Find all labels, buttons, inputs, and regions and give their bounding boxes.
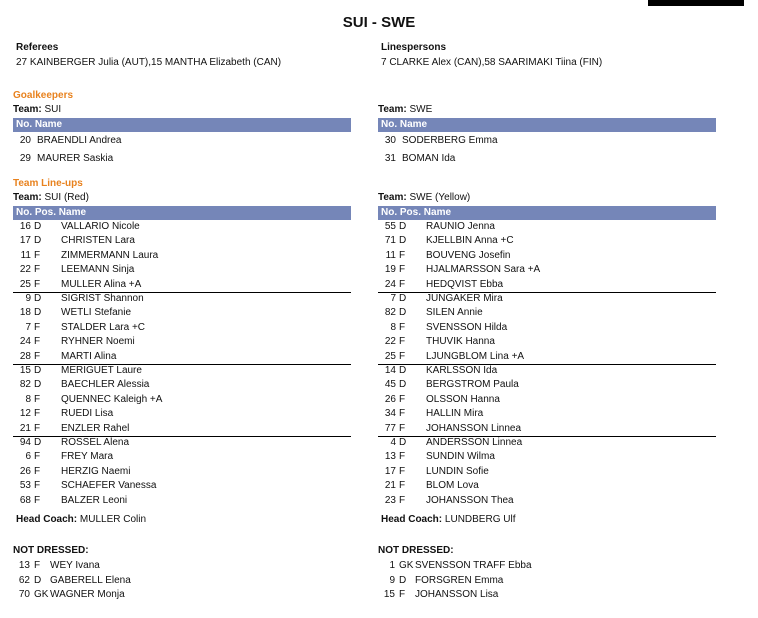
player-number: 77 xyxy=(384,422,396,434)
lineup-row xyxy=(378,234,716,248)
player-name: WAGNER Monja xyxy=(50,589,125,600)
head-coach-right-label: Head Coach: xyxy=(381,514,443,525)
player-number: 30 xyxy=(384,135,396,146)
lineup-row xyxy=(378,350,716,364)
lineup-row xyxy=(378,465,716,479)
player-name: JUNGAKER Mira xyxy=(426,293,503,304)
player-name: ANDERSSON Linnea xyxy=(426,437,523,448)
player-name: JOHANSSON Thea xyxy=(426,494,514,506)
player-name: VALLARIO Nicole xyxy=(61,221,140,232)
lineup-row xyxy=(378,378,716,392)
lineup-row xyxy=(378,450,716,464)
player-name: OLSSON Hanna xyxy=(426,393,500,405)
player-name: FORSGREN Emma xyxy=(415,574,504,586)
player-name: RYHNER Noemi xyxy=(61,336,135,348)
lineup-row xyxy=(13,249,351,263)
player-name: BOMAN Ida xyxy=(402,153,456,164)
player-name: BAECHLER Alessia xyxy=(61,379,150,391)
player-position: F xyxy=(34,494,41,506)
player-number: 20 xyxy=(19,135,31,146)
player-number: 13 xyxy=(384,451,396,463)
player-number: 25 xyxy=(384,350,396,362)
player-position: D xyxy=(399,437,407,448)
player-position: F xyxy=(399,264,406,276)
player-number: 12 xyxy=(19,408,31,420)
player-number: 21 xyxy=(19,422,31,434)
not-dressed-left-heading: NOT DRESSED: xyxy=(13,545,89,556)
player-position: F xyxy=(399,480,406,492)
player-name: RUEDI Lisa xyxy=(61,408,114,420)
player-number: 26 xyxy=(19,465,31,477)
player-position: F xyxy=(34,350,41,362)
player-number: 7 xyxy=(390,293,396,304)
player-number: 11 xyxy=(20,249,31,261)
player-number: 70 xyxy=(18,589,30,600)
player-name: BERGSTROM Paula xyxy=(426,379,519,391)
player-name: JOHANSSON Lisa xyxy=(415,589,499,600)
gk-row xyxy=(13,134,343,148)
player-position: F xyxy=(399,393,406,405)
player-position: D xyxy=(399,221,407,232)
player-number: 29 xyxy=(19,153,31,164)
player-position: F xyxy=(399,350,406,362)
not-dressed-right-heading: NOT DRESSED: xyxy=(378,545,454,556)
player-position: F xyxy=(34,393,41,405)
player-number: 28 xyxy=(19,350,31,362)
player-name: BOUVENG Josefin xyxy=(426,249,511,261)
lineup-left-col-header: No. Pos. Name xyxy=(13,206,351,220)
lineup-row xyxy=(13,350,351,364)
player-name: MERIGUET Laure xyxy=(61,365,142,376)
player-position: D xyxy=(34,437,42,448)
player-position: F xyxy=(34,336,41,348)
lineup-row xyxy=(13,335,351,349)
player-name: CHRISTEN Lara xyxy=(61,235,135,247)
player-name: THUVIK Hanna xyxy=(426,336,495,348)
player-name: HERZIG Naemi xyxy=(61,465,131,477)
gk-right-team-text: SWE xyxy=(409,104,433,115)
lineup-row xyxy=(378,494,716,508)
player-position: D xyxy=(34,221,42,232)
player-position: F xyxy=(34,264,41,276)
player-number: 22 xyxy=(19,264,31,276)
linespersons-label: Linespersons xyxy=(381,42,447,53)
not-dressed-row xyxy=(367,559,705,573)
player-name: MARTI Alina xyxy=(61,350,117,362)
player-number: 53 xyxy=(19,480,31,492)
player-position: F xyxy=(399,422,406,434)
head-coach-left xyxy=(16,514,146,525)
page-title: SUI - SWE xyxy=(342,14,416,31)
player-name: WEY Ivana xyxy=(50,560,100,571)
player-number: 24 xyxy=(384,278,396,290)
player-number: 82 xyxy=(384,307,396,319)
player-name: LUNDIN Sofie xyxy=(426,465,489,477)
player-name: ROSSEL Alena xyxy=(61,437,130,448)
referees-label: Referees xyxy=(16,42,59,53)
gk-left-team-text: SUI xyxy=(44,104,62,115)
player-number: 13 xyxy=(18,560,30,571)
player-position: D xyxy=(34,307,42,319)
player-name: GABERELL Elena xyxy=(50,574,131,586)
player-name: ZIMMERMANN Laura xyxy=(61,249,159,261)
lineup-row xyxy=(378,422,716,436)
player-number: 55 xyxy=(384,221,396,232)
player-name: SIGRIST Shannon xyxy=(61,293,144,304)
player-number: 8 xyxy=(390,321,396,333)
player-position: F xyxy=(399,589,406,600)
player-position: D xyxy=(399,307,407,319)
player-position: F xyxy=(34,560,41,571)
player-position: F xyxy=(399,494,406,506)
lineup-right-team: Team: SWE (Yellow) xyxy=(378,192,471,203)
player-position: D xyxy=(34,379,42,391)
lineup-row xyxy=(378,364,716,378)
player-name: BLOM Lova xyxy=(426,480,479,492)
player-position: D xyxy=(34,365,42,376)
player-name: QUENNEC Kaleigh +A xyxy=(61,393,163,405)
player-number: 15 xyxy=(383,589,395,600)
player-name: STALDER Lara +C xyxy=(61,321,146,333)
player-position: F xyxy=(399,249,406,261)
player-position: F xyxy=(34,278,41,290)
player-position: D xyxy=(399,379,407,391)
not-dressed-row xyxy=(367,588,705,602)
player-position: GK xyxy=(34,589,49,600)
player-position: F xyxy=(399,321,406,333)
player-position: D xyxy=(399,235,407,247)
lineup-left-team: Team: SUI (Red) xyxy=(13,192,89,203)
linespersons-value: 7 CLARKE Alex (CAN),58 SAARIMAKI Tiina (FIN) xyxy=(381,57,603,68)
lineup-row xyxy=(13,422,351,436)
player-name: SVENSSON Hilda xyxy=(426,321,508,333)
head-coach-left-label: Head Coach: xyxy=(16,514,78,525)
lineup-row xyxy=(13,321,351,335)
player-name: SUNDIN Wilma xyxy=(426,451,495,463)
lineup-row xyxy=(378,278,716,292)
player-position: F xyxy=(399,278,406,290)
player-name: HEDQVIST Ebba xyxy=(426,278,504,290)
player-number: 94 xyxy=(19,437,31,448)
player-position: F xyxy=(399,408,406,420)
player-number: 21 xyxy=(384,480,396,492)
player-name: WETLI Stefanie xyxy=(61,307,132,319)
lineup-row xyxy=(378,393,716,407)
gk-left-team: Team: SUI xyxy=(13,104,62,115)
head-coach-right xyxy=(381,514,515,525)
player-position: D xyxy=(399,574,407,586)
player-number: 25 xyxy=(19,278,31,290)
lineup-row xyxy=(378,306,716,320)
lineup-row xyxy=(13,479,351,493)
not-dressed-row xyxy=(367,574,705,588)
lineup-row xyxy=(13,306,351,320)
player-name: JOHANSSON Linnea xyxy=(426,422,522,434)
gk-right-col-header: No. Name xyxy=(378,118,716,132)
player-number: 8 xyxy=(25,393,31,405)
lineup-row xyxy=(13,378,351,392)
lineup-row xyxy=(13,465,351,479)
gk-row xyxy=(378,152,708,166)
head-coach-left-name: MULLER Colin xyxy=(79,514,147,525)
lineup-row xyxy=(13,494,351,508)
lineup-left-team-text: SUI (Red) xyxy=(44,192,89,203)
player-number: 68 xyxy=(19,494,31,506)
player-number: 82 xyxy=(19,379,31,391)
not-dressed-row xyxy=(2,559,340,573)
lineup-row xyxy=(378,335,716,349)
player-position: F xyxy=(34,321,41,333)
player-number: 31 xyxy=(384,153,396,164)
player-name: SODERBERG Emma xyxy=(402,135,498,146)
lineup-row xyxy=(13,278,351,292)
player-number: 17 xyxy=(19,235,31,247)
player-number: 11 xyxy=(385,249,396,261)
player-number: 16 xyxy=(19,221,31,232)
player-number: 45 xyxy=(384,379,396,391)
player-name: SCHAEFER Vanessa xyxy=(61,480,157,492)
gk-left-col-header: No. Name xyxy=(13,118,351,132)
player-number: 34 xyxy=(384,408,396,420)
lineup-row xyxy=(378,292,716,306)
player-position: F xyxy=(34,422,41,434)
lineup-right-team-text: SWE (Yellow) xyxy=(409,192,471,203)
player-name: LEEMANN Sinja xyxy=(61,264,135,276)
gk-row xyxy=(378,134,708,148)
player-number: 6 xyxy=(25,451,31,463)
gk-row xyxy=(13,152,343,166)
player-position: F xyxy=(34,408,41,420)
player-name: FREY Mara xyxy=(61,451,114,463)
lineups-heading: Team Line-ups xyxy=(13,178,83,189)
lineup-right-col-header: No. Pos. Name xyxy=(378,206,716,220)
player-number: 7 xyxy=(25,321,31,333)
referees-value: 27 KAINBERGER Julia (AUT),15 MANTHA Elizabeth (CAN) xyxy=(16,57,282,68)
player-name: BALZER Leoni xyxy=(61,494,128,506)
player-name: LJUNGBLOM Lina +A xyxy=(426,350,525,362)
lineup-row xyxy=(13,263,351,277)
lineup-row xyxy=(13,364,351,378)
lineup-row xyxy=(13,393,351,407)
lineup-row xyxy=(13,407,351,421)
player-position: D xyxy=(34,293,42,304)
goalkeepers-heading: Goalkeepers xyxy=(13,90,74,101)
player-number: 4 xyxy=(390,437,396,448)
lineup-row xyxy=(13,436,351,450)
player-name: HJALMARSSON Sara +A xyxy=(426,264,541,276)
head-coach-right-name: LUNDBERG Ulf xyxy=(444,514,516,525)
player-name: KJELLBIN Anna +C xyxy=(426,235,514,247)
player-position: F xyxy=(34,451,41,463)
lineup-row xyxy=(13,450,351,464)
player-number: 14 xyxy=(384,365,396,376)
player-name: SVENSSON TRAFF Ebba xyxy=(415,560,532,571)
player-name: BRAENDLI Andrea xyxy=(37,135,122,146)
player-name: ENZLER Rahel xyxy=(61,422,130,434)
player-number: 18 xyxy=(19,307,31,319)
player-name: MAURER Saskia xyxy=(37,153,114,164)
player-position: F xyxy=(399,451,406,463)
player-position: F xyxy=(34,249,41,261)
player-name: SILEN Annie xyxy=(426,307,483,319)
player-name: MULLER Alina +A xyxy=(61,278,142,290)
player-name: RAUNIO Jenna xyxy=(426,221,495,232)
player-number: 1 xyxy=(389,560,395,571)
player-number: 22 xyxy=(384,336,396,348)
player-number: 71 xyxy=(384,235,396,247)
lineup-row xyxy=(13,220,351,234)
player-position: D xyxy=(399,365,407,376)
lineup-row xyxy=(378,436,716,450)
not-dressed-row xyxy=(2,588,340,602)
lineup-row xyxy=(378,321,716,335)
player-number: 23 xyxy=(384,494,396,506)
player-position: D xyxy=(399,293,407,304)
player-position: F xyxy=(399,465,406,477)
player-number: 26 xyxy=(384,393,396,405)
player-name: HALLIN Mira xyxy=(426,408,484,420)
lineup-row xyxy=(378,407,716,421)
lineup-row xyxy=(378,249,716,263)
player-number: 62 xyxy=(18,574,30,586)
player-position: F xyxy=(399,336,406,348)
player-position: GK xyxy=(399,560,414,571)
player-number: 9 xyxy=(389,574,395,586)
player-number: 17 xyxy=(384,465,396,477)
player-position: F xyxy=(34,465,41,477)
top-corner-tab xyxy=(648,0,744,6)
player-number: 15 xyxy=(19,365,31,376)
player-position: F xyxy=(34,480,41,492)
gk-right-team: Team: SWE xyxy=(378,104,433,115)
lineup-row xyxy=(13,292,351,306)
player-number: 24 xyxy=(19,336,31,348)
player-name: KARLSSON Ida xyxy=(426,365,498,376)
player-number: 19 xyxy=(384,264,396,276)
player-position: D xyxy=(34,235,42,247)
player-position: D xyxy=(34,574,42,586)
lineup-row xyxy=(378,220,716,234)
lineup-row xyxy=(13,234,351,248)
not-dressed-row xyxy=(2,574,340,588)
player-number: 9 xyxy=(25,293,31,304)
lineup-row xyxy=(378,263,716,277)
lineup-row xyxy=(378,479,716,493)
